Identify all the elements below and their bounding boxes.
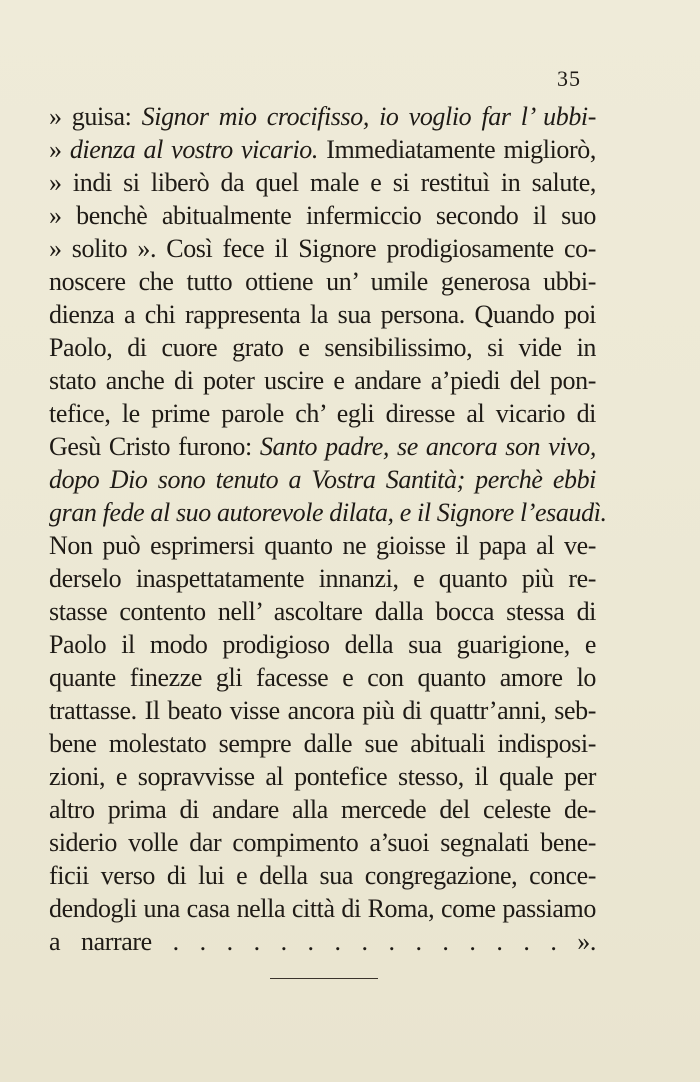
text-line	[49, 661, 596, 694]
text-line	[49, 100, 596, 133]
text-line	[49, 892, 596, 925]
text-run: Paolo il modo prodigioso della sua guarigione, e	[49, 630, 596, 659]
text-run: tefice, le prime parole ch’ egli diresse al vicario di	[49, 399, 596, 428]
italic-text-run: Santo padre, se ancora son vivo,	[259, 432, 596, 461]
text-line	[49, 562, 596, 595]
text-run: derselo inaspettatamente innanzi, e quanto più re-	[49, 564, 596, 593]
text-run: Gesù Cristo furono:	[49, 432, 260, 461]
text-line	[49, 298, 596, 331]
text-line	[49, 595, 596, 628]
text-run: » indi si liberò da quel male e si restituì in salute,	[49, 168, 596, 197]
text-line	[49, 694, 596, 727]
section-rule	[270, 978, 378, 979]
text-line	[49, 430, 596, 463]
text-run: a narrare . . . . . . . . . . . . . . . ».	[49, 927, 596, 956]
text-line	[49, 529, 596, 562]
text-run: Paolo, di cuore grato e sensibilissimo, si vide in	[49, 333, 596, 362]
text-line	[49, 166, 596, 199]
text-line	[49, 826, 596, 859]
text-line	[49, 397, 596, 430]
text-line	[49, 331, 596, 364]
text-line	[49, 265, 596, 298]
text-line	[49, 496, 607, 529]
text-run: » benchè abitualmente infermiccio secondo il suo	[49, 201, 596, 230]
text-line	[49, 133, 596, 166]
text-run: quante finezze gli facesse e con quanto amore lo	[49, 663, 596, 692]
italic-text-run: Signor mio crocifisso, io voglio far l’ ubbi-	[141, 102, 596, 131]
text-run: altro prima di andare alla mercede del celeste de-	[49, 795, 596, 824]
text-run: dendogli una casa nella città di Roma, come passiamo	[49, 894, 596, 923]
text-line	[49, 364, 596, 397]
text-run: » guisa:	[49, 102, 142, 131]
text-line	[49, 925, 596, 958]
text-line	[49, 199, 596, 232]
italic-text-run: gran fede al suo autorevole dilata, e il Signore l’esaudì.	[49, 498, 607, 527]
text-run: trattasse. Il beato visse ancora più di quattr’anni, seb-	[49, 696, 596, 725]
text-run: Immediatamente migliorò,	[317, 135, 596, 164]
text-run: stato anche di poter uscire e andare a’piedi del pon-	[49, 366, 596, 395]
text-line	[49, 793, 596, 826]
text-run: » solito ». Così fece il Signore prodigiosamente co-	[49, 234, 596, 263]
page-number: 35	[557, 66, 581, 91]
text-run: dienza a chi rappresenta la sua persona. Quando poi	[49, 300, 596, 329]
text-line	[49, 463, 596, 496]
text-run: noscere che tutto ottiene un’ umile generosa ubbi-	[49, 267, 596, 296]
body-text	[49, 100, 607, 958]
italic-text-run: dopo Dio sono tenuto a Vostra Santità; perchè ebbi	[49, 465, 596, 494]
text-run: »	[49, 135, 70, 164]
text-run: siderio volle dar compimento a’suoi segnalati bene-	[49, 828, 596, 857]
text-line	[49, 232, 596, 265]
text-run: Non può esprimersi quanto ne gioisse il papa al ve-	[49, 531, 596, 560]
text-run: zioni, e sopravvisse al pontefice stesso, il quale per	[49, 762, 596, 791]
text-run: ficii verso di lui e della sua congregazione, conce-	[49, 861, 596, 890]
text-line	[49, 628, 596, 661]
text-run: stasse contento nell’ ascoltare dalla bocca stessa di	[49, 597, 596, 626]
italic-text-run: dienza al vostro vicario.	[69, 135, 318, 164]
text-line	[49, 859, 596, 892]
text-line	[49, 760, 596, 793]
text-run: bene molestato sempre dalle sue abituali indisposi-	[49, 729, 596, 758]
text-line	[49, 727, 596, 760]
